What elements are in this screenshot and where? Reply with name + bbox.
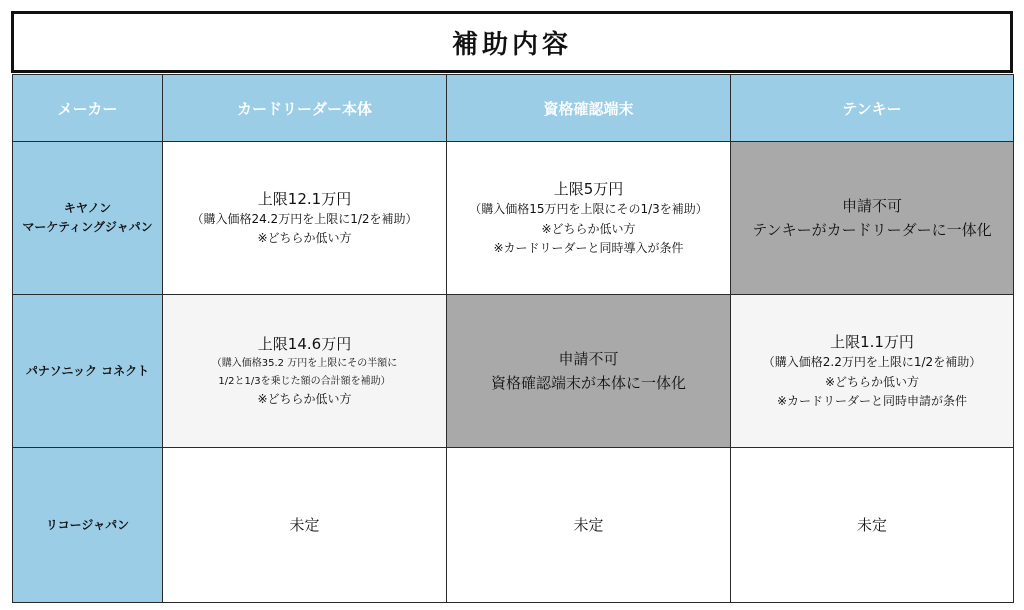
subsidy-limit: 上限14.6万円 xyxy=(257,334,352,353)
table-row xyxy=(13,295,1014,448)
not-applicable-reason: 資格確認端末が本体に一体化 xyxy=(490,374,686,392)
tenkey-cell-panasonic xyxy=(731,295,1014,448)
terminal-cell-canon xyxy=(447,142,731,295)
title-text: 補助内容 xyxy=(451,29,572,60)
subsidy-detail: （購入価格2.2万円を上限に1/2を補助） xyxy=(762,355,982,370)
table-row xyxy=(13,142,1014,295)
subsidy-condition: ※カードリーダーと同時申請が条件 xyxy=(776,393,968,408)
subsidy-detail: （購入価格24.2万円を上限に1/2を補助） xyxy=(191,212,418,227)
reader-cell-canon xyxy=(163,142,447,295)
subsidy-limit: 上限1.1万円 xyxy=(830,332,914,351)
subsidy-detail: （購入価格15万円を上限にその1/3を補助） xyxy=(469,202,708,217)
header-card-reader: カードリーダー本体 xyxy=(163,75,447,142)
maker-name-line: キヤノン xyxy=(63,201,112,216)
header-row xyxy=(13,75,1014,142)
header-qualification-terminal: 資格確認端末 xyxy=(447,75,731,142)
table-title xyxy=(11,11,1013,73)
terminal-cell-panasonic xyxy=(447,295,731,448)
maker-cell-canon xyxy=(13,142,163,295)
subsidy-note: ※どちらか低い方 xyxy=(257,231,352,246)
tenkey-cell-ricoh xyxy=(731,448,1014,603)
tenkey-cell-canon xyxy=(731,142,1014,295)
header-maker: メーカー xyxy=(13,75,163,142)
maker-cell-ricoh xyxy=(13,448,163,603)
header-tenkey: テンキー xyxy=(731,75,1014,142)
subsidy-limit: 上限12.1万円 xyxy=(257,189,352,208)
terminal-cell-ricoh xyxy=(447,448,731,603)
subsidy-condition: ※カードリーダーと同時導入が条件 xyxy=(493,240,684,255)
subsidy-table xyxy=(12,74,1014,603)
reader-cell-panasonic xyxy=(163,295,447,448)
subsidy-detail: （購入価格35.2 万円を上限にその半額に xyxy=(211,358,398,370)
not-applicable-status: 申請不可 xyxy=(558,350,619,368)
maker-cell-panasonic xyxy=(13,295,163,448)
subsidy-limit: 上限5万円 xyxy=(553,179,624,198)
maker-name-line: リコージャパン xyxy=(45,517,130,532)
maker-name-line: マーケティングジャパン xyxy=(22,220,153,234)
maker-name-line: パナソニック コネクト xyxy=(25,363,150,378)
reader-cell-ricoh xyxy=(163,448,447,603)
subsidy-note: ※どちらか低い方 xyxy=(824,374,920,389)
subsidy-note: ※どちらか低い方 xyxy=(541,221,636,236)
table-row xyxy=(13,448,1014,603)
subsidy-note: ※どちらか低い方 xyxy=(257,392,352,407)
subsidy-detail: 1/2と1/3を乗じた額の合計額を補助） xyxy=(218,375,391,387)
undecided-status: 未定 xyxy=(856,515,887,534)
undecided-status: 未定 xyxy=(573,515,604,534)
not-applicable-reason: テンキーがカードリーダーに一体化 xyxy=(752,221,992,239)
not-applicable-status: 申請不可 xyxy=(841,197,902,215)
undecided-status: 未定 xyxy=(289,515,320,534)
